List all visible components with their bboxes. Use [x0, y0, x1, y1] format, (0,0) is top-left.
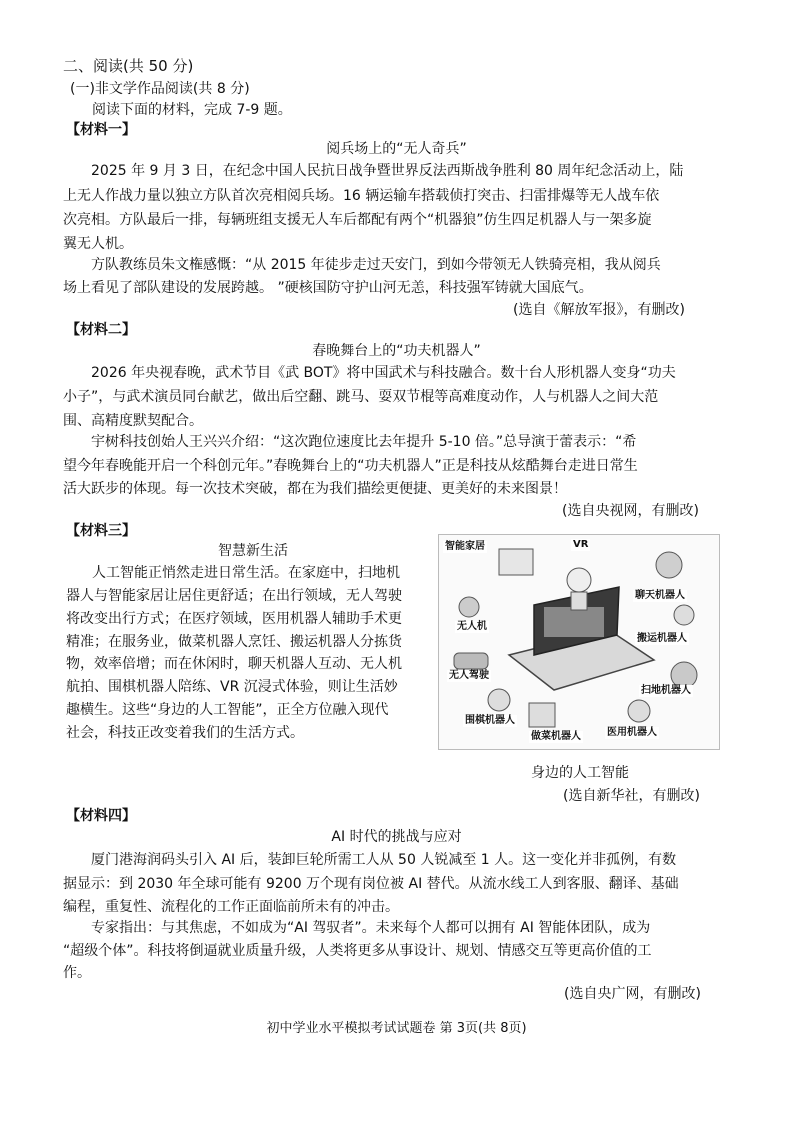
material-1-line: 翼无人机。: [63, 236, 133, 252]
material-2-tag: 【材料二】: [66, 322, 136, 338]
label-drone: 无人机: [457, 621, 487, 632]
robot-head-icon: [567, 568, 591, 592]
drone-icon: [459, 597, 479, 617]
material-4-line: 编程，重复性、流程化的工作正面临前所未有的冲击。: [63, 899, 399, 915]
material-4-line: “超级个体”。科技将倒逼就业质量升级，人类将更多从事设计、规划、情感交互等更高价值的工: [63, 943, 652, 959]
medical-robot-icon: [628, 700, 650, 722]
go-robot-icon: [488, 689, 510, 711]
material-3-line: 将改变出行方式；在医疗领域，医用机器人辅助手术更: [66, 611, 402, 627]
material-1-line: 方队教练员朱文権感慨：“从 2015 年徒步走过天安门，到如今带领无人铁骑亮相，我从阅兵: [91, 257, 661, 273]
material-2-line: 2026 年央视春晚，武术节目《武 BOT》将中国武术与科技融合。数十台人形机器人变身“功夫: [91, 365, 676, 381]
material-4-line: 厦门港海润码头引入 AI 后，装卸巨轮所需工人从 50 人锐减至 1 人。这一变化并非孤例，有数: [91, 852, 677, 868]
material-3-source: (选自新华社，有删改): [563, 788, 700, 804]
material-2-source: (选自央视网，有删改): [562, 503, 699, 519]
smart-home-icon: [499, 549, 533, 575]
material-3-line: 社会，科技正改变着我们的生活方式。: [66, 725, 304, 741]
label-go-robot: 围棋机器人: [465, 715, 515, 726]
material-1-tag: 【材料一】: [66, 122, 136, 138]
carry-robot-icon: [674, 605, 694, 625]
material-2-line: 小子”，与武术演员同台献艺，做出后空翻、跳马、耍双节棍等高难度动作，人与机器人之间大范: [63, 389, 659, 405]
section-subheading: (一)非文学作品阅读(共 8 分): [70, 81, 250, 97]
material-4-title: AI 时代的挑战与应对: [331, 829, 462, 845]
material-1-line: 上无人作战力量以独立方队首次亮相阅兵场。16 辆运输车搭载侦打突击、扫雷排爆等无人战车依: [63, 188, 660, 204]
material-4-line: 作。: [63, 965, 91, 981]
robot-body-icon: [571, 592, 587, 610]
label-carry-robot: 搬运机器人: [637, 633, 687, 644]
section-instruction: 阅读下面的材料，完成 7-9 题。: [92, 102, 292, 118]
material-2-title: 春晚舞台上的“功夫机器人”: [312, 343, 481, 359]
material-2-line: 活大跃步的体现。每一次技术突破，都在为我们描绘更便捷、更美好的未来图景！: [63, 481, 567, 497]
material-3-tag: 【材料三】: [66, 523, 136, 539]
material-3-line: 物，效率倍增；而在休闲时，聊天机器人互动、无人机: [66, 656, 402, 672]
material-3-line: 航拍、围棋机器人陪练、VR 沉浸式体验，则让生活妙: [66, 679, 398, 695]
label-driverless: 无人驾驶: [449, 670, 489, 681]
material-1-title: 阅兵场上的“无人奇兵”: [326, 141, 467, 157]
material-1-line: 次亮相。方队最后一排，每辆班组支援无人车后都配有两个“机器狼”仿生四足机器人与一架多旋: [63, 212, 652, 228]
vr-headset-icon: [656, 552, 682, 578]
illustration-caption: 身边的人工智能: [531, 765, 629, 781]
material-1-line: 2025 年 9 月 3 日，在纪念中国人民抗日战争暨世界反法西斯战争胜利 80 周年纪念活动上，陆: [91, 163, 684, 179]
label-medical-robot: 医用机器人: [607, 727, 657, 738]
page-footer: 初中学业水平模拟考试试题卷 第 3页(共 8页): [266, 1021, 527, 1036]
cook-robot-icon: [529, 703, 555, 727]
material-3-title: 智慧新生活: [218, 543, 288, 559]
ai-life-illustration: [438, 534, 720, 750]
material-4-line: 据显示：到 2030 年全球可能有 9200 万个现有岗位被 AI 替代。从流水线工人到客服、翻译、基础: [63, 876, 679, 892]
material-4-line: 专家指出：与其焦虑，不如成为“AI 驾驭者”。未来每个人都可以拥有 AI 智能体团队，成为: [91, 920, 651, 936]
material-2-line: 宇树科技创始人王兴兴介绍：“这次跑位速度比去年提升 5-10 倍。”总导演于蕾表示：“希: [91, 434, 637, 450]
label-cook-robot: 做菜机器人: [531, 731, 581, 742]
label-smart-home: 智能家居: [445, 541, 485, 552]
material-1-source: (选自《解放军报》，有删改): [513, 302, 685, 318]
car-icon: [454, 653, 488, 669]
label-sweep-robot: 扫地机器人: [641, 685, 691, 696]
material-3-line: 精准；在服务业，做菜机器人烹饪、搬运机器人分拣货: [66, 634, 402, 650]
material-4-source: (选自央广网，有删改): [564, 986, 701, 1002]
label-vr: VR: [573, 539, 589, 550]
label-chat-robot: 聊天机器人: [635, 590, 685, 601]
material-3-line: 趣横生。这些“身边的人工智能”，正全方位融入现代: [66, 702, 389, 718]
material-4-tag: 【材料四】: [66, 808, 136, 824]
material-1-line: 场上看见了部队建设的发展跨越。 ”硬核国防守护山河无恙，科技强军铸就大国底气。: [63, 280, 593, 296]
material-2-line: 围、高精度默契配合。: [63, 413, 203, 429]
material-3-line: 人工智能正悄然走进日常生活。在家庭中，扫地机: [92, 565, 400, 581]
section-heading: 二、阅读(共 50 分): [63, 57, 194, 75]
screen-content: [544, 607, 604, 637]
material-2-line: 望今年春晚能开启一个科创元年。”春晚舞台上的“功夫机器人”正是科技从炫酷舞台走进日常生: [63, 458, 638, 474]
material-3-line: 器人与智能家居让居住更舒适；在出行领域，无人驾驶: [66, 588, 402, 604]
